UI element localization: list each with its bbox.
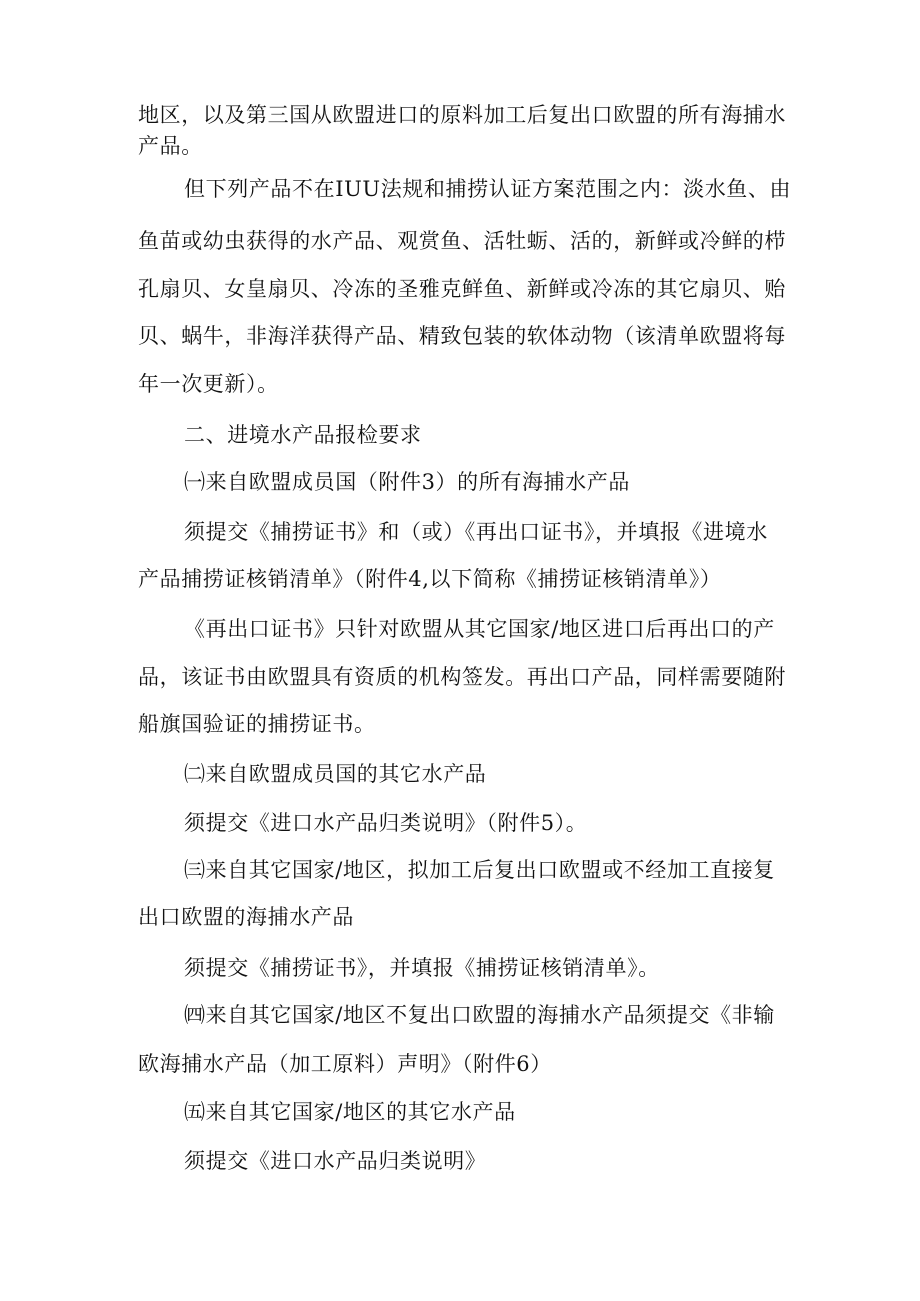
- text-line: 须提交《捕捞证书》和（或）《再出口证书》，并填报《进境水: [184, 520, 768, 544]
- subsection-heading: ㈣来自其它国家/地区不复出口欧盟的海捕水产品须提交《非输: [184, 1003, 775, 1027]
- subsection-heading: ㈡来自欧盟成员国的其它水产品: [184, 762, 487, 786]
- text-line: 须提交《进口水产品归类说明》: [184, 1149, 487, 1173]
- text-line: 船旗国验证的捕捞证书。: [138, 712, 376, 736]
- subsection-heading: ㈠来自欧盟成员国（附件3）的所有海捕水产品: [184, 470, 630, 494]
- text-line: 年一次更新）。: [138, 372, 279, 396]
- subsection-heading: ㈢来自其它国家/地区，拟加工后复出口欧盟或不经加工直接复: [184, 858, 775, 882]
- text-line: 贝、蜗牛，非海洋获得产品、精致包装的软体动物（该清单欧盟将每: [138, 324, 786, 348]
- text-line: 须提交《进口水产品归类说明》（附件5）。: [184, 811, 588, 835]
- section-heading: 二、进境水产品报检要求: [184, 423, 422, 447]
- text-line: 欧海捕水产品（加工原料）声明》（附件6）: [138, 1052, 552, 1076]
- text-line: 须提交《捕捞证书》，并填报《捕捞证核销清单》。: [184, 956, 660, 980]
- text-line: 产品捕捞证核销清单》（附件4,以下简称《捕捞证核销清单》）: [138, 567, 722, 591]
- text-line: 《再出口证书》只针对欧盟从其它国家/地区进口后再出口的产: [184, 617, 775, 641]
- text-line: 产品。: [138, 134, 203, 158]
- text-line: 品，该证书由欧盟具有资质的机构签发。再出口产品，同样需要随附: [138, 665, 786, 689]
- text-line: 孔扇贝、女皇扇贝、冷冻的圣雅克鲜鱼、新鲜或冷冻的其它扇贝、贻: [138, 277, 786, 301]
- text-line: 鱼苗或幼虫获得的水产品、观赏鱼、活牡蛎、活的，新鲜或冷鲜的栉: [138, 229, 786, 253]
- subsection-heading: ㈤来自其它国家/地区的其它水产品: [184, 1100, 516, 1124]
- text-line: 但下列产品不在IUU法规和捕捞认证方案范围之内：淡水鱼、由: [184, 177, 792, 201]
- text-line: 出口欧盟的海捕水产品: [138, 905, 354, 929]
- text-line: 地区，以及第三国从欧盟进口的原料加工后复出口欧盟的所有海捕水: [138, 103, 786, 127]
